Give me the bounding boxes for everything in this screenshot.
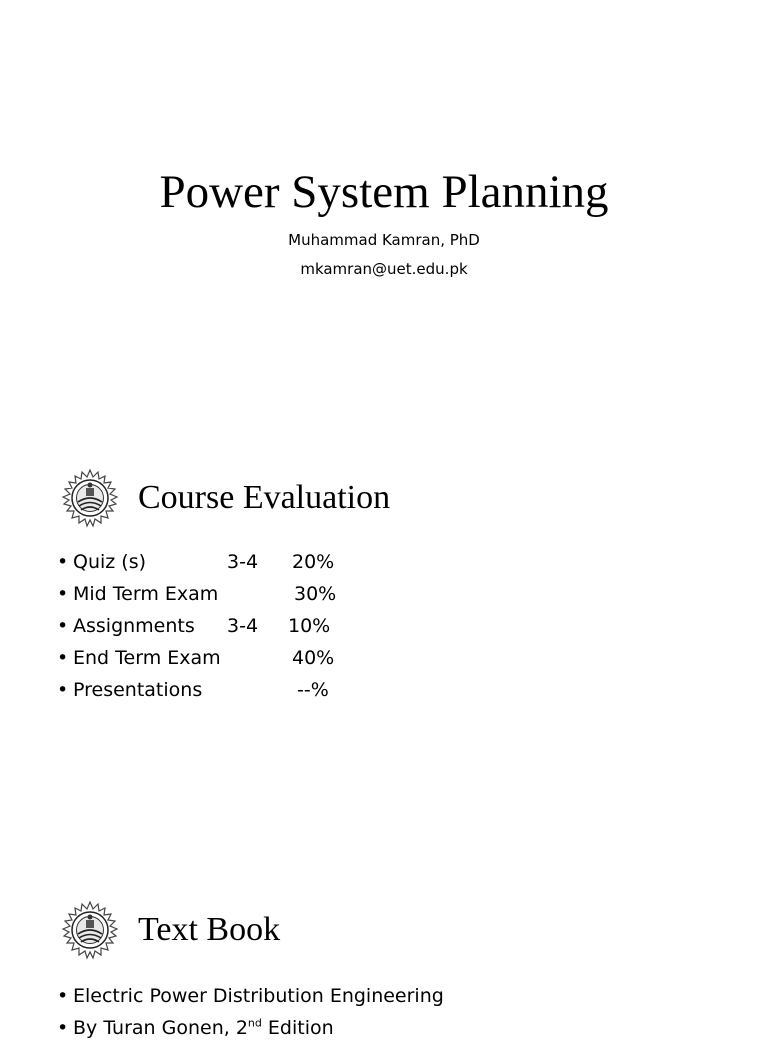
evaluation-item-weight: 30% xyxy=(294,583,337,605)
text-book-slide xyxy=(0,868,768,1039)
bullet-icon: • xyxy=(57,679,69,701)
title-slide xyxy=(0,0,768,432)
bullet-icon: • xyxy=(57,1017,69,1039)
list-item xyxy=(57,674,457,706)
bullet-icon: • xyxy=(57,551,69,573)
university-seal-icon xyxy=(60,468,120,528)
slide-header xyxy=(60,468,390,528)
slide-header xyxy=(60,900,280,960)
textbook-list xyxy=(57,980,707,1044)
list-item xyxy=(57,546,457,578)
evaluation-item-count: 3-4 xyxy=(227,551,259,573)
evaluation-item-name: Assignments xyxy=(73,615,195,637)
list-item xyxy=(57,578,457,610)
evaluation-item-name: Presentations xyxy=(73,679,203,701)
evaluation-item-weight: 40% xyxy=(292,647,335,669)
course-evaluation-slide xyxy=(0,432,768,868)
evaluation-item-name: Mid Term Exam xyxy=(73,583,219,605)
evaluation-list xyxy=(57,546,457,706)
evaluation-item-name: Quiz (s) xyxy=(73,551,147,573)
bullet-icon: • xyxy=(57,647,69,669)
slide-heading: Text Book xyxy=(138,911,281,948)
bullet-icon: • xyxy=(57,615,69,637)
textbook-edition-text: Edition xyxy=(261,1017,334,1039)
evaluation-item-weight: --% xyxy=(297,679,329,701)
list-item xyxy=(57,980,707,1012)
textbook-title: Electric Power Distribution Engineering xyxy=(73,985,444,1007)
textbook-author-text: By Turan Gonen, 2 xyxy=(73,1017,248,1039)
university-seal-icon xyxy=(60,900,120,960)
evaluation-item-weight: 20% xyxy=(292,551,335,573)
author-email: mkamran@uet.edu.pk xyxy=(300,260,468,278)
bullet-icon: • xyxy=(57,583,69,605)
evaluation-item-name: End Term Exam xyxy=(73,647,221,669)
evaluation-item-weight: 10% xyxy=(288,615,331,637)
author-name: Muhammad Kamran, PhD xyxy=(288,231,480,249)
evaluation-item-count: 3-4 xyxy=(227,615,259,637)
list-item xyxy=(57,1012,707,1044)
page-title: Power System Planning xyxy=(159,166,609,218)
list-item xyxy=(57,642,457,674)
textbook-author xyxy=(73,1012,334,1044)
bullet-icon: • xyxy=(57,985,69,1007)
slide-heading: Course Evaluation xyxy=(138,479,391,516)
list-item xyxy=(57,610,457,642)
edition-superscript: nd xyxy=(247,1016,262,1030)
